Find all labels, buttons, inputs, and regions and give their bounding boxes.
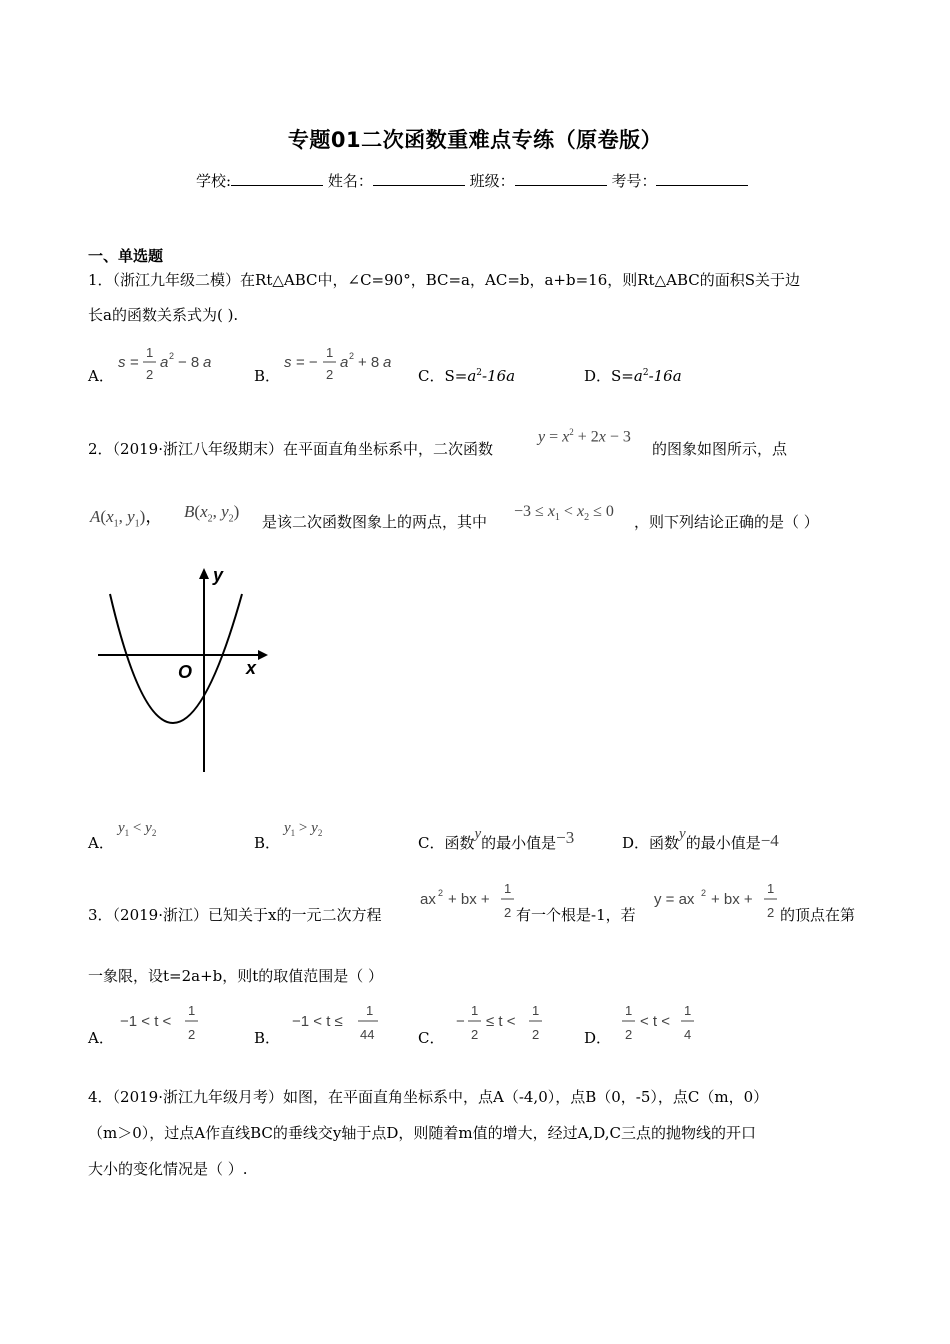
svg-text:1: 1 bbox=[767, 881, 775, 896]
y-axis-label: y bbox=[213, 565, 224, 585]
q2-optC-var: y bbox=[474, 826, 482, 842]
q2-pointA: $A(x_1$, $y_1$)， bbox=[90, 507, 163, 530]
q3-optA-expr bbox=[118, 1000, 208, 1050]
q1-line1: 1．（浙江九年级二模）在Rt△ABC中，∠C=90°，BC=a，AC=b，a+b=16，则Rt△ABC的面积S关于边 bbox=[88, 271, 800, 289]
q3-optD-label: D． bbox=[584, 1029, 612, 1047]
q3-optA-formula bbox=[118, 1000, 208, 1046]
q4-line3: 大小的变化情况是（ ）. bbox=[88, 1160, 248, 1178]
page-title: 专题01二次函数重难点专练（原卷版） bbox=[287, 128, 663, 152]
svg-text:s: s bbox=[284, 354, 292, 371]
svg-text:2: 2 bbox=[146, 367, 154, 382]
svg-text:1: 1 bbox=[532, 1003, 540, 1018]
svg-text:1: 1 bbox=[188, 1003, 196, 1018]
q1-optC: C．$S=a^2-16a$ bbox=[418, 367, 516, 385]
q1-optA-formula bbox=[116, 343, 226, 387]
svg-text:+ 8: + 8 bbox=[358, 354, 380, 371]
q3-line1b: 有一个根是-1，若 bbox=[516, 906, 636, 924]
svg-text:2: 2 bbox=[701, 888, 707, 898]
q3-line2: 一象限，设t=2a+b，则t的取值范围是（ ） bbox=[88, 967, 384, 985]
svg-text:2: 2 bbox=[625, 1027, 633, 1042]
q1-optB-label: B． bbox=[254, 367, 281, 385]
q4-line1: 4．（2019·浙江九年级月考）如图，在平面直角坐标系中，点A（-4,0），点B（0，-5），点C（m，0） bbox=[88, 1088, 769, 1106]
svg-text:a: a bbox=[203, 354, 212, 371]
q3-eq1-formula bbox=[418, 878, 528, 924]
svg-text:1: 1 bbox=[625, 1003, 633, 1018]
svg-text:1: 1 bbox=[504, 881, 512, 896]
q2-optC-text2: 的最小值是 bbox=[481, 834, 557, 852]
q3-optA-label: A． bbox=[88, 1029, 114, 1047]
number-blank[interactable] bbox=[656, 170, 748, 186]
y-axis-arrow bbox=[199, 568, 209, 579]
q3-eq1 bbox=[418, 878, 528, 928]
svg-text:+ bx +: + bx + bbox=[448, 891, 490, 908]
name-blank[interactable] bbox=[373, 170, 465, 186]
q2-pointB: $B(x_2$, $y_2$) bbox=[184, 502, 240, 525]
q4-line2: （m＞0），过点A作直线BC的垂线交y轴于点D，则随着m值的增大，经过A,D,C三点的抛物线的开口 bbox=[88, 1124, 756, 1142]
svg-text:< t <: < t < bbox=[640, 1013, 671, 1030]
q2-optC bbox=[418, 826, 575, 853]
number-label: 考号： bbox=[611, 172, 657, 190]
q3-optB-formula bbox=[290, 1000, 385, 1046]
q3-eq2-formula bbox=[652, 878, 780, 924]
class-blank[interactable] bbox=[515, 170, 607, 186]
svg-text:a: a bbox=[160, 354, 169, 371]
q3-optD-formula bbox=[620, 1000, 700, 1046]
school-label: 学校: bbox=[196, 172, 232, 190]
q2-line1a: 2．（2019·浙江八年级期末）在平面直角坐标系中，二次函数 bbox=[88, 440, 493, 458]
svg-text:1: 1 bbox=[366, 1003, 374, 1018]
svg-text:ax: ax bbox=[420, 891, 436, 908]
q1-line2: 长a的函数关系式为( ). bbox=[88, 306, 239, 324]
q1-optB-expr bbox=[282, 343, 402, 391]
parabola-curve bbox=[110, 594, 242, 723]
svg-text:1: 1 bbox=[684, 1003, 692, 1018]
svg-text:1: 1 bbox=[471, 1003, 479, 1018]
x-axis-arrow bbox=[258, 650, 268, 660]
svg-text:44: 44 bbox=[360, 1027, 375, 1042]
q2-optC-val: −3 bbox=[556, 828, 575, 847]
svg-text:−1 < t <: −1 < t < bbox=[120, 1013, 172, 1030]
section-title: 一、单选题 bbox=[88, 247, 164, 265]
q2-optB-expr: $y_1 > y_2$ bbox=[284, 820, 323, 838]
school-blank[interactable] bbox=[231, 170, 323, 186]
q2-optD-text: D．函数 bbox=[622, 834, 680, 852]
svg-text:− 8: − 8 bbox=[178, 354, 200, 371]
q1-optB-formula bbox=[282, 343, 402, 387]
svg-text:=: = bbox=[130, 354, 139, 371]
q2-optD-var: y bbox=[679, 826, 686, 842]
q3-optC-label: C． bbox=[418, 1029, 445, 1047]
svg-text:+ bx +: + bx + bbox=[711, 891, 753, 908]
svg-text:a: a bbox=[340, 354, 349, 371]
svg-text:= −: = − bbox=[296, 354, 318, 371]
q2-line1-expr: $y = x^2 + 2x - 3$ bbox=[538, 427, 631, 446]
q3-line1c: 的顶点在第 bbox=[780, 906, 856, 924]
svg-text:2: 2 bbox=[532, 1027, 540, 1042]
q2-optB-label: B． bbox=[254, 834, 281, 852]
svg-text:−: − bbox=[456, 1013, 465, 1030]
svg-text:2: 2 bbox=[504, 905, 512, 920]
svg-text:y = ax: y = ax bbox=[654, 891, 695, 908]
svg-text:a: a bbox=[383, 354, 392, 371]
q3-eq2 bbox=[652, 878, 780, 928]
q1-optD: D．$S=a^2-16a$ bbox=[584, 367, 682, 385]
q2-optD-val: −4 bbox=[760, 831, 779, 850]
class-label: 班级： bbox=[469, 172, 515, 190]
q2-optC-text: C．函数 bbox=[418, 834, 475, 852]
svg-text:4: 4 bbox=[684, 1027, 692, 1042]
svg-text:2: 2 bbox=[767, 905, 775, 920]
q1-optA-expr bbox=[116, 343, 226, 391]
svg-text:2: 2 bbox=[188, 1027, 196, 1042]
q2-optD bbox=[622, 826, 779, 853]
q2-optA-expr: $y_1 < y_2$ bbox=[118, 820, 157, 838]
svg-text:2: 2 bbox=[169, 351, 175, 361]
svg-text:1: 1 bbox=[326, 345, 334, 360]
q2-line2-expr: $-3 \le x_1 < x_2 \le 0$ bbox=[514, 503, 614, 524]
q2-graph bbox=[96, 562, 276, 781]
svg-text:1: 1 bbox=[146, 345, 154, 360]
svg-text:2: 2 bbox=[471, 1027, 479, 1042]
q3-optC-formula bbox=[454, 1000, 549, 1046]
q3-optB-expr bbox=[290, 1000, 385, 1050]
svg-text:2: 2 bbox=[326, 367, 334, 382]
name-label: 姓名： bbox=[327, 172, 373, 190]
svg-text:2: 2 bbox=[349, 351, 355, 361]
svg-text:≤ t <: ≤ t < bbox=[486, 1013, 516, 1030]
q3-optC-expr bbox=[454, 1000, 549, 1050]
origin-label: O bbox=[178, 662, 193, 682]
q3-optB-label: B． bbox=[254, 1029, 281, 1047]
q2-line2b: ，则下列结论正确的是（ ） bbox=[634, 513, 819, 531]
x-axis-label: x bbox=[246, 658, 257, 678]
q2-optD-text2: 的最小值是 bbox=[685, 834, 761, 852]
svg-text:2: 2 bbox=[438, 888, 444, 898]
svg-text:s: s bbox=[118, 354, 126, 371]
q2-parabola-graph bbox=[96, 562, 276, 777]
q1-optA-label: A． bbox=[88, 367, 114, 385]
student-info-line bbox=[196, 170, 748, 191]
q2-optA-label: A． bbox=[88, 834, 114, 852]
q3-line1a: 3．（2019·浙江）已知关于x的一元二次方程 bbox=[88, 906, 382, 924]
q2-line1b: 的图象如图所示，点 bbox=[652, 440, 788, 458]
q3-optD-expr bbox=[620, 1000, 700, 1050]
svg-text:−1 < t ≤: −1 < t ≤ bbox=[292, 1013, 343, 1030]
q2-line2a: 是该二次函数图象上的两点，其中 bbox=[262, 513, 488, 531]
